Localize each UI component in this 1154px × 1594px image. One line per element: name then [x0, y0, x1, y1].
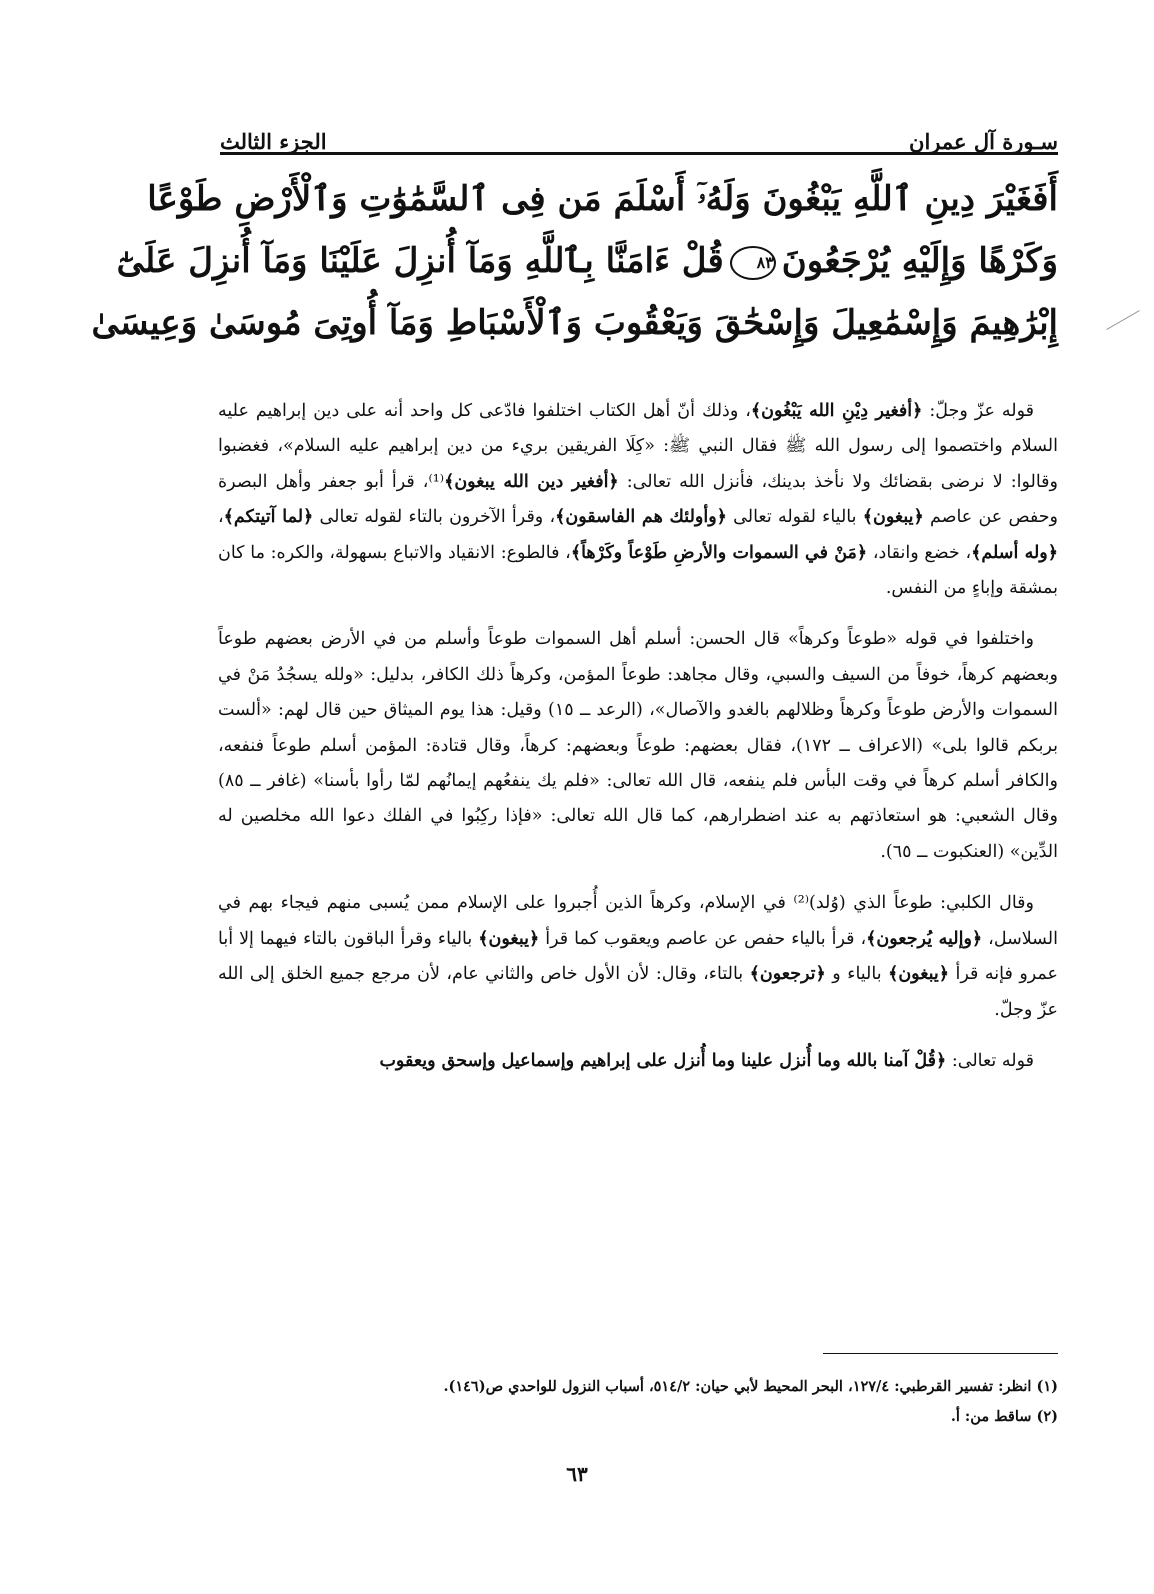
- p1-quote-1: ﴿أفغير دِيْنِ الله يَبْغُون﴾: [750, 401, 923, 421]
- paragraph-1: [218, 394, 1058, 606]
- paragraph-2: واختلفوا في قوله «طوعاً وكرهاً» قال الحسن: أسلم أهل السموات طوعاً وأسلم من في الأرض بعضهم طوعاً وبعضهم كرهاً، خوفاً من السيف والسبي، وقال مجاهد: طوعاً المؤمن، وكرهاً ذلك الكافر، بدليل: «ولله يسجُدُ مَنْ في السموات والأرض طوعاً وكرهاً وظلالهم بالغدو والآصال»، (الرعد ــ ١٥) وقيل: هذا يوم الميثاق حين قال لهم: «ألست بربكم قالوا بلى» (الاعراف ــ ١٧٢)، فقال بعضهم: طوعاً وبعضهم: كرهاً، وقال قتادة: المؤمن أسلم طوعاً فنفعه، والكافر أسلم كرهاً في وقت البأس فلم ينفعه، قال الله تعالى: «فلم يك ينفعُهم إيمانُهم لمّا رأوا بأسنا» (غافر ــ ٨٥) وقال الشعبي: هو استعاذتهم به عند اضطرارهم، كما قال الله تعالى: «فإذا ركِبُوا في الفلك دعوا الله مخلصين له الدِّين» (العنكبوت ــ ٦٥).: [218, 629, 1058, 862]
- paragraph-4: [218, 1044, 1058, 1079]
- p3-text-4: بالياء و: [825, 964, 889, 985]
- p1-text-3: ⁽¹⁾، قرأ أبو جعفر وأهل البصرة وحفص عن عاصم: [218, 471, 1059, 528]
- p1-quote-3: ﴿يبغون﴾: [862, 507, 924, 528]
- p1-quote-4: ﴿وأولئك هم الفاسقون﴾: [555, 507, 727, 528]
- p1-text-8: ، فالطوع: الانقياد والاتباع بسهولة، والكره: ما كان بمشقة وإباءٍ من النفس.: [218, 542, 1058, 599]
- verse-line-1: أَفَغَيْرَ دِينِ ٱللَّهِ يَبْغُونَ وَلَهُۥٓ أَسْلَمَ مَن فِى ٱلسَّمَٰوَٰتِ وَٱلْأَرْضِ طَوْعًا: [147, 179, 1058, 219]
- p1-quote-6: ﴿وله أسلم﴾: [971, 542, 1058, 563]
- verse-line-3: إِبْرَٰهِيمَ وَإِسْمَٰعِيلَ وَإِسْحَٰقَ وَيَعْقُوبَ وَٱلْأَسْبَاطِ وَمَآ أُوتِىَ مُوسَىٰ وَعِيسَىٰ: [91, 303, 1058, 343]
- surah-title: سـورة آل عمران: [909, 129, 1058, 154]
- p4-quote-1: ﴿قُلْ آمنا بالله وما أُنزل علينا وما أُنزل على إبراهيم وإسماعيل وإسحق ويعقوب: [379, 1050, 947, 1071]
- p3-quote-1: ﴿وإليه يُرجعون﴾: [866, 928, 983, 949]
- header-rule: [220, 152, 1058, 155]
- footnote-2: (٢) ساقط من: أ.: [950, 1408, 1058, 1425]
- part-label: الجزء الثالث: [220, 129, 327, 154]
- p1-text-1: قوله عزّ وجلّ:: [922, 401, 1035, 421]
- p3-text-5: بالتاء، وقال: لأن الأول خاص والثاني عام، لأن مرجع جميع الخلق إلى الله عزّ وجلّ.: [218, 964, 1058, 1020]
- p4-text-1: قوله تعالى:: [946, 1050, 1034, 1071]
- p3-text-3: بالياء وقرأ الباقون بالتاء فيهما إلا أبا عمرو فإنه قرأ: [218, 928, 1058, 985]
- page-header: [220, 108, 1058, 154]
- p1-quote-2: ﴿أفغير دين الله يبغون﴾: [444, 471, 619, 492]
- margin-pen-mark: [1106, 310, 1151, 351]
- p3-quote-3: ﴿يبغون﴾: [888, 964, 950, 985]
- page-number: ٦٣: [566, 1462, 588, 1486]
- p1-text-7: ، خضع وانقاد،: [867, 542, 972, 563]
- verse-line-2-end: قُلْ ءَامَنَّا بِٱللَّهِ وَمَآ أُنزِلَ عَلَيْنَا وَمَآ أُنزِلَ عَلَىٰٓ: [116, 241, 724, 281]
- p1-text-5: ، وقرأ الآخرون بالتاء لقوله تعالى: [313, 507, 556, 528]
- p1-text-6: ،: [218, 507, 224, 528]
- verse-line-2-start: وَكَرْهًا وَإِلَيْهِ يُرْجَعُونَ: [781, 241, 1058, 281]
- footnote-rule: [823, 1353, 1058, 1354]
- p1-text-2: ، وذلك أنّ أهل الكتاب اختلفوا فادّعى كل واحد أنه على دين إبراهيم عليه السلام واختصموا إلى رسول الله ﷺ فقال النبي ﷺ: «كِلَا الفريقين بريء من دين إبراهيم عليه السلام»، فغضبوا وقالوا: لا نرضى بقضائك ولا نأخذ بدينك، فأنزل الله تعالى:: [218, 401, 1058, 492]
- p3-quote-4: ﴿ترجعون﴾: [749, 964, 826, 985]
- footnotes: [220, 1372, 1058, 1432]
- p3-text-2: ، قرأ بالياء حفص عن عاصم ويعقوب كما قرأ: [539, 928, 867, 949]
- p1-quote-5: ﴿لما آتيتكم﴾: [223, 507, 314, 528]
- footnote-1: (١) انظر: تفسير القرطبي: ١٢٧/٤، البحر المحيط لأبي حيان: ٥١٤/٢، أسباب النزول للواحدي ص(١٤٦).: [443, 1378, 1058, 1395]
- p3-quote-2: ﴿يبغون﴾: [478, 928, 540, 949]
- verse-line-2: [116, 230, 1058, 292]
- quran-verse-block: [91, 168, 1058, 354]
- p1-quote-7: ﴿مَنْ في السموات والأرضِ طَوْعاً وكَرْهاً﴾: [570, 542, 868, 563]
- p1-text-4: بالياء لقوله تعالى: [726, 507, 863, 528]
- p3-text-1: وقال الكلبي: طوعاً الذي (وُلد)⁽²⁾ في الإسلام، وكرهاً الذين أُجبروا على الإسلام ممن يُسبى منهم فيجاء بهم في السلاسل،: [218, 893, 1058, 949]
- paragraph-3: [218, 886, 1058, 1028]
- commentary-body: [218, 394, 1058, 1095]
- ayah-number-marker: ٨٣: [730, 246, 776, 280]
